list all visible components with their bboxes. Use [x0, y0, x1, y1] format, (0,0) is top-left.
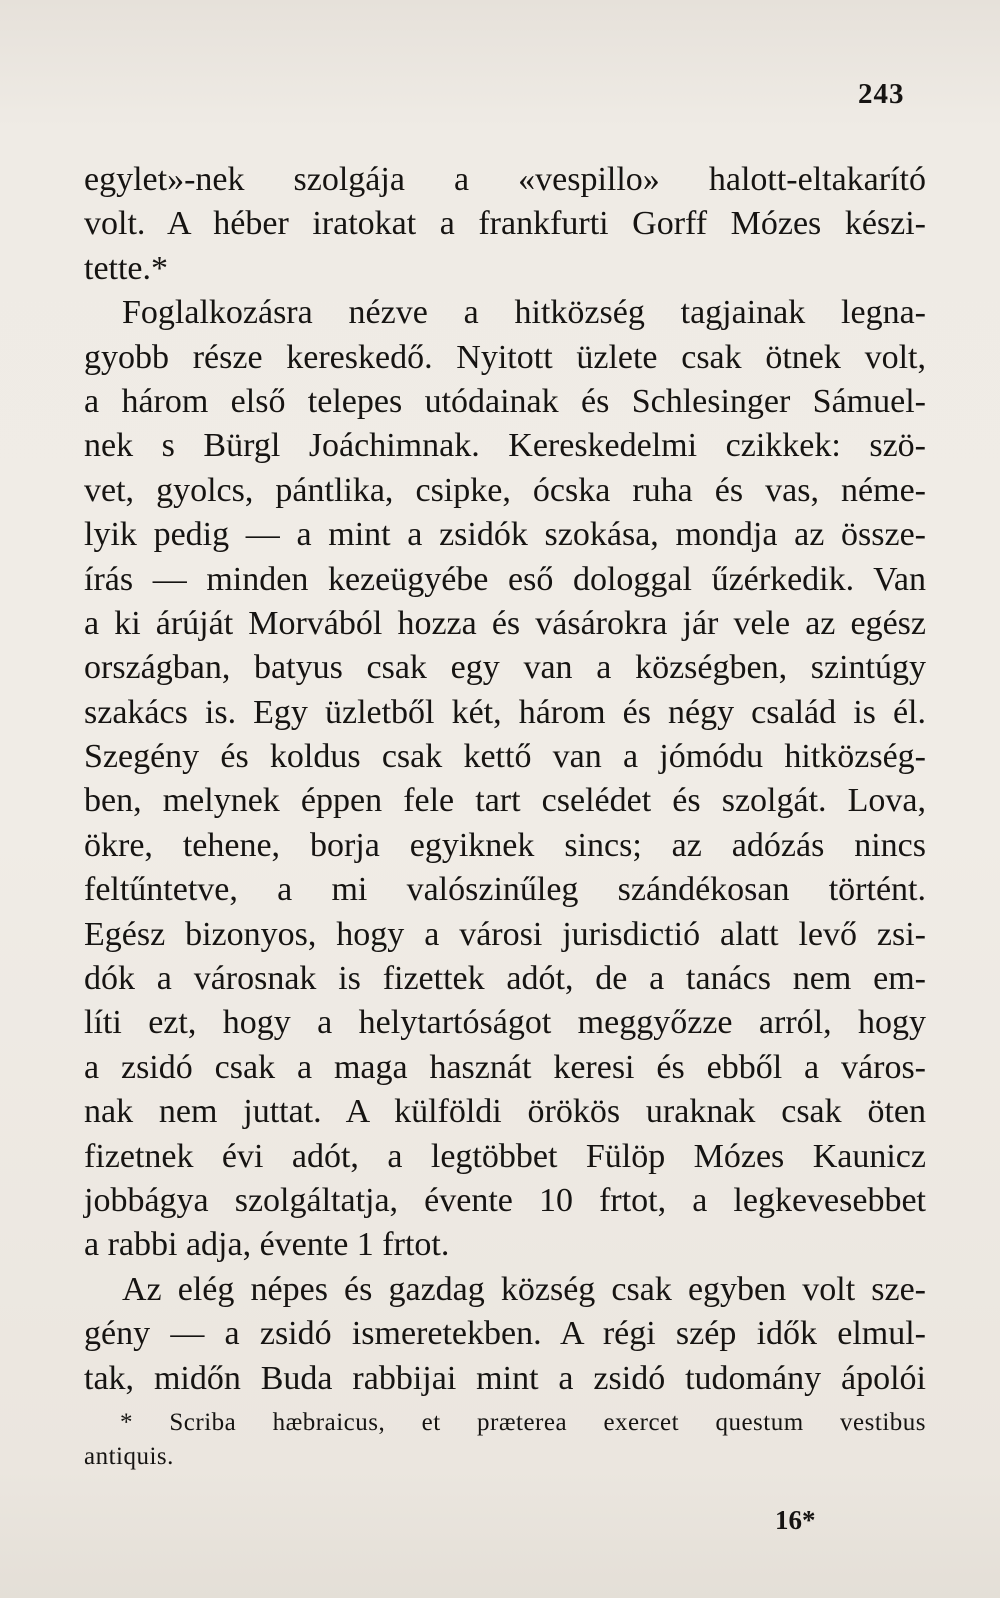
text-line: fizetnek évi adót, a legtöbbet Fülöp Mózes Kaunicz [84, 1137, 926, 1175]
text-line: szakács is. Egy üzletből két, három és négy család is él. [84, 693, 926, 731]
text-line: Foglalkozásra nézve a hitközség tagjainak legna- [122, 294, 926, 332]
text-line: tak, midőn Buda rabbijai mint a zsidó tudomány ápolói [84, 1359, 926, 1397]
text-line: Szegény és koldus csak kettő van a jómódu hitközség- [84, 738, 926, 776]
text-line: ben, melynek éppen fele tart cselédet és szolgát. Lova, [84, 782, 926, 820]
text-line: lyik pedig — a mint a zsidók szokása, mondja az össze- [84, 516, 926, 554]
text-line: líti ezt, hogy a helytartóságot meggyőzze arról, hogy [84, 1004, 926, 1042]
text-line: írás — minden kezeügyébe eső dologgal űzérkedik. Van [84, 560, 926, 598]
signature-mark: 16* [775, 1505, 816, 1535]
text-line: a rabbi adja, évente 1 frtot. [84, 1226, 450, 1264]
text-line: nek s Bürgl Joáchimnak. Kereskedelmi czikkek: szö- [84, 427, 926, 465]
text-line: Egész bizonyos, hogy a városi jurisdictió alatt levő zsi- [84, 915, 926, 953]
text-line: volt. A héber iratokat a frankfurti Gorff Mózes készi- [84, 205, 926, 243]
text-line: nak nem juttat. A külföldi örökös uraknak csak öten [84, 1093, 926, 1131]
text-line: gyobb része kereskedő. Nyitott üzlete csak ötnek volt, [84, 338, 926, 376]
text-line: tette.* [84, 249, 169, 287]
body-text [84, 158, 926, 1401]
text-line: országban, batyus csak egy van a községben, szintúgy [84, 649, 926, 687]
footnote-line: * Scriba hæbraicus, et præterea exercet questum vestibus [120, 1409, 926, 1436]
footnote-line: antiquis. [84, 1443, 174, 1470]
text-line: gény — a zsidó ismeretekben. A régi szép idők elmul- [84, 1315, 926, 1353]
text-line: egylet»-nek szolgája a «vespillo» halott-eltakarító [84, 161, 926, 198]
text-line: vet, gyolcs, pántlika, csipke, ócska ruha és vas, néme- [84, 471, 926, 509]
footnote [84, 1406, 926, 1474]
text-line: ökre, tehene, borja egyiknek sincs; az adózás nincs [84, 826, 926, 864]
text-line: feltűntetve, a mi valószinűleg szándékosan történt. [84, 871, 926, 909]
text-line: jobbágya szolgáltatja, évente 10 frtot, a legkevesebbet [84, 1181, 926, 1219]
text-line: a három első telepes utódainak és Schlesinger Sámuel- [84, 382, 926, 420]
text-line: a ki árúját Morvából hozza és vásárokra jár vele az egész [84, 604, 926, 642]
page-number: 243 [858, 78, 905, 110]
text-line: Az elég népes és gazdag község csak egyben volt sze- [122, 1270, 926, 1308]
text-line: dók a városnak is fizettek adót, de a tanács nem em- [84, 960, 926, 998]
text-line: a zsidó csak a maga hasznát keresi és ebből a város- [84, 1048, 926, 1086]
